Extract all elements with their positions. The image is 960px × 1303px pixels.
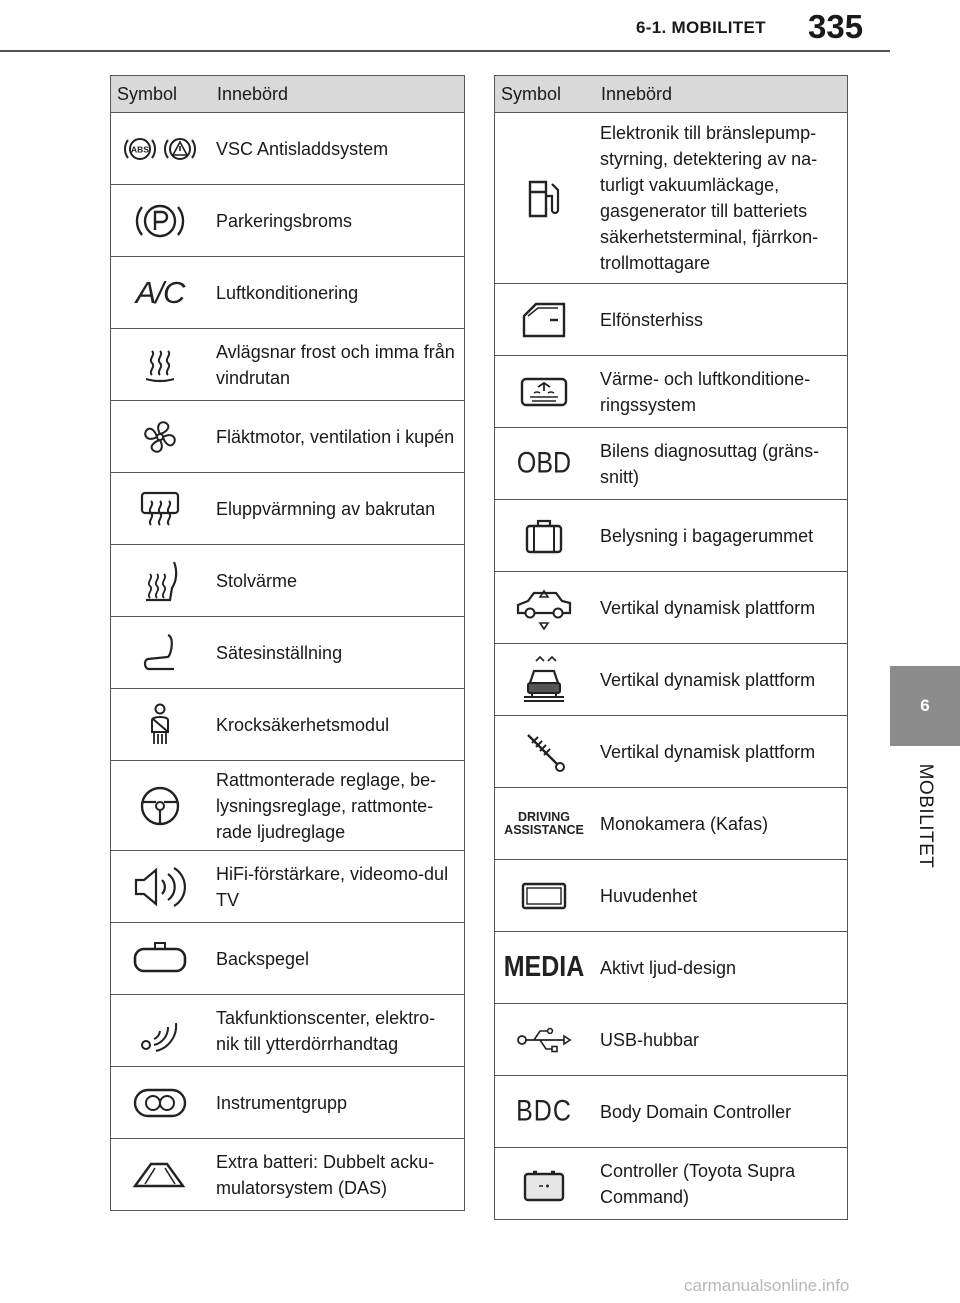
symbol-cell <box>495 644 594 716</box>
symbol-column-header: Symbol <box>111 76 210 113</box>
section-title: 6-1. MOBILITET <box>636 18 766 37</box>
meaning-cell: Aktivt ljud-design <box>593 932 848 1004</box>
page-number: 335 <box>808 8 864 45</box>
meaning-cell: Luftkonditionering <box>209 257 465 329</box>
table-row <box>495 1148 848 1220</box>
fan-icon <box>140 417 180 457</box>
symbol-cell <box>495 1148 594 1220</box>
symbol-cell <box>495 932 594 1004</box>
rear-defrost-icon <box>138 489 182 529</box>
obd-icon: OBD <box>516 446 572 480</box>
symbol-cell <box>111 185 210 257</box>
luggage-icon <box>521 516 567 556</box>
table-row <box>495 716 848 788</box>
meaning-cell: Controller (Toyota Supra Command) <box>593 1148 848 1220</box>
meaning-cell: Krocksäkerhetsmodul <box>209 689 465 761</box>
meaning-cell: Elfönsterhiss <box>593 284 848 356</box>
vsc-abs-icon <box>124 133 196 165</box>
meaning-cell: Parkeringsbroms <box>209 185 465 257</box>
symbol-cell <box>111 473 210 545</box>
table-row <box>111 851 465 923</box>
meaning-cell: Vertikal dynamisk plattform <box>593 644 848 716</box>
meaning-cell: Vertikal dynamisk plattform <box>593 716 848 788</box>
symbol-cell <box>111 761 210 851</box>
table-row <box>495 1004 848 1076</box>
car-height-icon <box>514 585 574 631</box>
table-row <box>111 1067 465 1139</box>
meaning-cell: Body Domain Controller <box>593 1076 848 1148</box>
seatbelt-icon <box>140 702 180 748</box>
table-row <box>495 113 848 284</box>
table-row <box>111 995 465 1067</box>
table-row <box>111 329 465 401</box>
meaning-cell: Huvudenhet <box>593 860 848 932</box>
speaker-icon <box>132 864 188 910</box>
meaning-cell: Extra batteri: Dubbelt acku-mulatorsystem (DAS) <box>209 1139 465 1211</box>
table-row <box>111 185 465 257</box>
climate-icon <box>518 375 570 409</box>
symbol-cell <box>111 401 210 473</box>
symbol-cell <box>495 716 594 788</box>
car-front-icon <box>520 655 568 705</box>
symbol-table-right <box>494 75 848 1220</box>
symbol-cell <box>495 113 594 284</box>
meaning-cell: Rattmonterade reglage, be-lysningsreglage, rattmonte-rade ljudreglage <box>209 761 465 851</box>
symbol-cell <box>495 1076 594 1148</box>
symbol-cell <box>111 689 210 761</box>
table-row <box>111 1139 465 1211</box>
watermark: carmanualsonline.info <box>684 1276 850 1295</box>
chapter-tab <box>890 666 960 746</box>
table-row <box>495 1076 848 1148</box>
symbol-cell <box>495 788 594 860</box>
meaning-cell: Värme- och luftkonditione-ringssystem <box>593 356 848 428</box>
table-row <box>111 113 465 185</box>
symbol-cell <box>495 428 594 500</box>
symbol-cell <box>495 572 594 644</box>
symbol-cell <box>111 257 210 329</box>
bdc-icon: BDC <box>516 1094 572 1128</box>
battery-das-icon <box>131 1158 189 1192</box>
ac-icon: A/C <box>135 274 185 310</box>
symbol-cell <box>495 356 594 428</box>
steering-wheel-icon <box>138 784 182 828</box>
meaning-cell: Belysning i bagagerummet <box>593 500 848 572</box>
rear-mirror-icon <box>131 941 189 977</box>
table-row <box>495 932 848 1004</box>
seat-heater-icon <box>138 558 182 604</box>
meaning-column-header: Innebörd <box>209 76 465 113</box>
table-row <box>495 428 848 500</box>
table-row <box>495 500 848 572</box>
fuel-pump-icon <box>524 176 564 220</box>
abs-label: ABS <box>131 144 149 154</box>
assistance-label: ASSISTANCE <box>504 822 584 837</box>
table-row <box>111 923 465 995</box>
symbol-cell <box>111 995 210 1067</box>
key-signal-icon <box>138 1009 182 1053</box>
table-header-row <box>495 76 848 113</box>
table-row <box>495 860 848 932</box>
symbol-cell <box>495 860 594 932</box>
meaning-cell: VSC Antisladdsystem <box>209 113 465 185</box>
symbol-cell <box>111 113 210 185</box>
meaning-cell: Takfunktionscenter, elektro-nik till ytterdörrhandtag <box>209 995 465 1067</box>
head-unit-icon <box>519 880 569 912</box>
table-row <box>495 284 848 356</box>
usb-icon <box>514 1025 574 1055</box>
meaning-cell: Backspegel <box>209 923 465 995</box>
parking-brake-icon <box>130 199 190 243</box>
meaning-cell: Monokamera (Kafas) <box>593 788 848 860</box>
symbol-cell <box>495 1004 594 1076</box>
table-row <box>495 788 848 860</box>
table-row <box>111 401 465 473</box>
meaning-cell: Bilens diagnosuttag (gräns-snitt) <box>593 428 848 500</box>
driving-label: DRIVING <box>517 809 571 824</box>
symbol-cell <box>111 545 210 617</box>
table-row <box>111 545 465 617</box>
symbol-cell <box>495 500 594 572</box>
symbol-cell <box>111 851 210 923</box>
symbol-table-left <box>110 75 465 1211</box>
meaning-cell: Eluppvärmning av bakrutan <box>209 473 465 545</box>
seat-adjust-icon <box>138 631 182 675</box>
chapter-number: 6 <box>920 696 930 715</box>
chapter-label: MOBILITET <box>915 763 936 869</box>
windshield-defrost-icon <box>140 345 180 385</box>
table-row <box>495 572 848 644</box>
symbol-cell <box>111 617 210 689</box>
table-row <box>111 473 465 545</box>
meaning-cell: Elektronik till bränslepump-styrning, detektering av na-turligt vakuumläckage, gasgenerator till batteriets säkerhetsterminal, fjärrkon-trollmottagare <box>593 113 848 284</box>
table-row <box>111 761 465 851</box>
table-row <box>495 644 848 716</box>
symbol-column-header: Symbol <box>495 76 594 113</box>
media-icon: MEDIA <box>503 950 585 984</box>
meaning-cell: Sätesinställning <box>209 617 465 689</box>
meaning-cell: Vertikal dynamisk plattform <box>593 572 848 644</box>
symbol-cell <box>111 1067 210 1139</box>
driving-assistance-icon <box>504 811 584 837</box>
meaning-cell: HiFi-förstärkare, videomo-dul TV <box>209 851 465 923</box>
symbol-cell <box>111 923 210 995</box>
table-row <box>111 257 465 329</box>
table-header-row <box>111 76 465 113</box>
instrument-cluster-icon <box>131 1086 189 1120</box>
symbol-cell <box>111 329 210 401</box>
meaning-column-header: Innebörd <box>593 76 848 113</box>
table-row <box>111 617 465 689</box>
suspension-icon <box>520 729 568 775</box>
meaning-cell: USB-hubbar <box>593 1004 848 1076</box>
meaning-cell: Fläktmotor, ventilation i kupén <box>209 401 465 473</box>
meaning-cell: Avlägsnar frost och imma från vindrutan <box>209 329 465 401</box>
meaning-cell: Instrumentgrupp <box>209 1067 465 1139</box>
header-rule <box>0 50 890 52</box>
symbol-cell <box>111 1139 210 1211</box>
power-window-icon <box>518 300 570 340</box>
symbol-cell <box>495 284 594 356</box>
controller-icon <box>521 1164 567 1204</box>
meaning-cell: Stolvärme <box>209 545 465 617</box>
table-row <box>111 689 465 761</box>
table-row <box>495 356 848 428</box>
